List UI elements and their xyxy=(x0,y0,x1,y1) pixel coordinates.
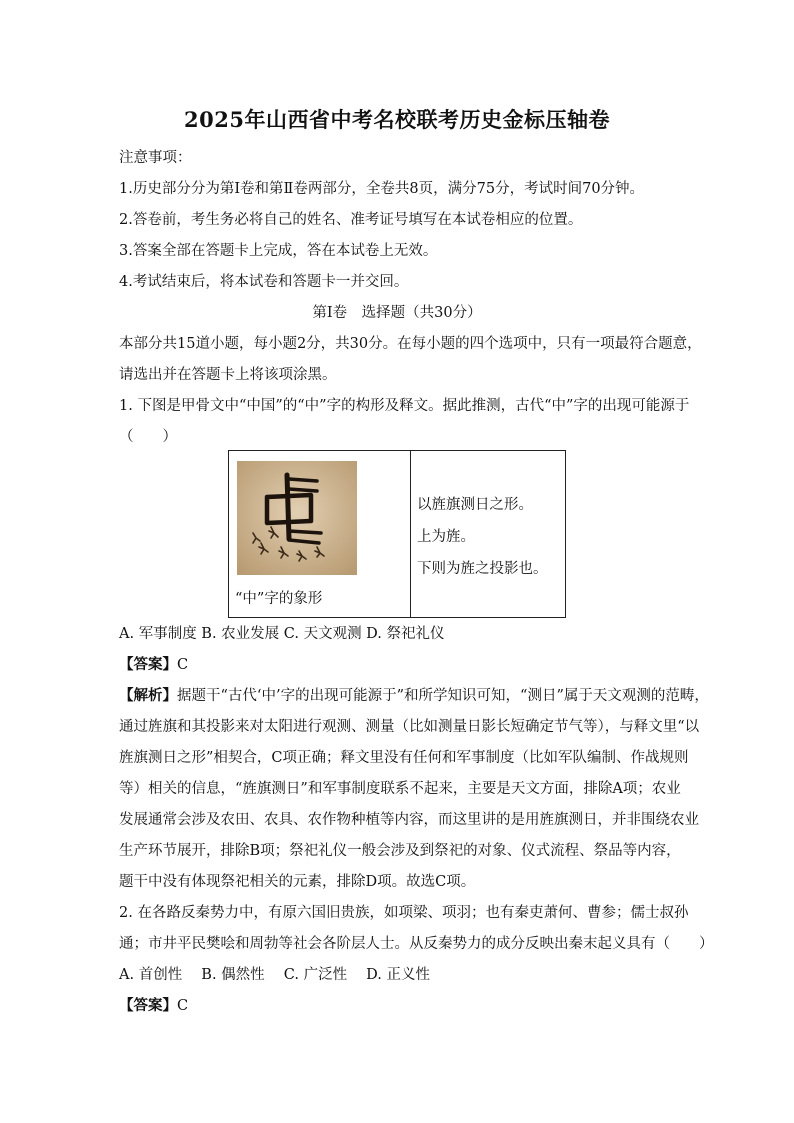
notice-item-4: 4.考试结束后，将本试卷和答题卡一并交回。 xyxy=(119,274,409,290)
question-2-answer xyxy=(119,996,188,1016)
question-2-stem-line-1: 2. 在各路反秦势力中，有原六国旧贵族，如项梁、项羽；也有秦吏萧何、曹参；儒士叔孙 xyxy=(119,905,689,921)
notice-item-3: 3.答案全部在答题卡上完成，答在本试卷上无效。 xyxy=(119,243,438,259)
analysis-text-1: 据题干“古代‘中’字的出现可能源于”和所学知识可知，“测日”属于天文观测的范畴， xyxy=(177,688,709,704)
document-title: 2025年山西省中考名校联考历史金标压轴卷 xyxy=(184,107,610,132)
analysis-line-4: 等）相关的信息，“旌旗测日”和军事制度联系不起来，主要是天文方面，排除A项；农业 xyxy=(119,781,681,797)
table-explanation-cell xyxy=(411,451,566,618)
analysis-line-5: 发展通常会涉及农田、农具、农作物种植等内容，而这里讲的是用旌旗测日，并非围绕农业 xyxy=(119,812,699,828)
section-intro-line-1: 本部分共15道小题，每小题2分，共30分。在每小题的四个选项中，只有一项最符合题意， xyxy=(119,336,702,352)
section-heading: 第Ⅰ卷 选择题（共30分） xyxy=(312,305,482,321)
answer-value: C xyxy=(177,998,189,1014)
question-1-answer xyxy=(119,655,188,675)
question-1-table xyxy=(228,450,566,618)
analysis-label: 【解析】 xyxy=(119,687,177,704)
question-1-stem-line-2: （ ） xyxy=(119,429,177,445)
question-2-options: A. 首创性 B. 偶然性 C. 广泛性 D. 正义性 xyxy=(119,967,431,983)
question-1-options: A. 军事制度 B. 农业发展 C. 天文观测 D. 祭祀礼仪 xyxy=(119,626,445,642)
analysis-line-6: 生产环节展开，排除B项；祭祀礼仪一般会涉及到祭祀的对象、仪式流程、祭品等内容， xyxy=(119,843,681,859)
analysis-line-7: 题干中没有体现祭祀相关的元素，排除D项。故选C项。 xyxy=(119,874,476,890)
image-caption: “中”字的象形 xyxy=(235,591,323,607)
notice-heading: 注意事项： xyxy=(119,150,192,166)
oracle-bone-zhong-image xyxy=(237,461,357,575)
notice-item-1: 1.历史部分分为第Ⅰ卷和第Ⅱ卷两部分，全卷共8页，满分75分，考试时间70分钟。 xyxy=(119,181,645,197)
oracle-bone-zhong-icon xyxy=(237,461,357,575)
analysis-line-3: 旌旗测日之形”相契合，C项正确；释文里没有任何和军事制度（比如军队编制、作战规则 xyxy=(119,750,689,766)
explanation-line-3: 下则为旌之投影也。 xyxy=(417,561,548,577)
question-2-stem-line-2: 通；市井平民樊哙和周勃等社会各阶层人士。从反秦势力的成分反映出秦末起义具有（ ） xyxy=(119,936,714,952)
answer-label: 【答案】 xyxy=(119,656,177,673)
answer-label: 【答案】 xyxy=(119,997,177,1014)
explanation-line-1: 以旌旗测日之形。 xyxy=(417,497,533,513)
table-image-cell xyxy=(229,451,411,618)
question-1-stem-line-1: 1. 下图是甲骨文中“中国”的“中”字的构形及释文。据此推测，古代“中”字的出现可能源于 xyxy=(119,398,690,414)
section-intro-line-2: 请选出并在答题卡上将该项涂黑。 xyxy=(119,367,337,383)
answer-value: C xyxy=(177,657,189,673)
analysis-line-2: 通过旌旗和其投影来对太阳进行观测、测量（比如测量日影长短确定节气等），与释文里“以 xyxy=(119,719,700,735)
notice-item-2: 2.答卷前，考生务必将自己的姓名、准考证号填写在本试卷相应的位置。 xyxy=(119,212,583,228)
explanation-line-2: 上为旌。 xyxy=(417,529,475,545)
analysis-line-1 xyxy=(119,686,709,706)
